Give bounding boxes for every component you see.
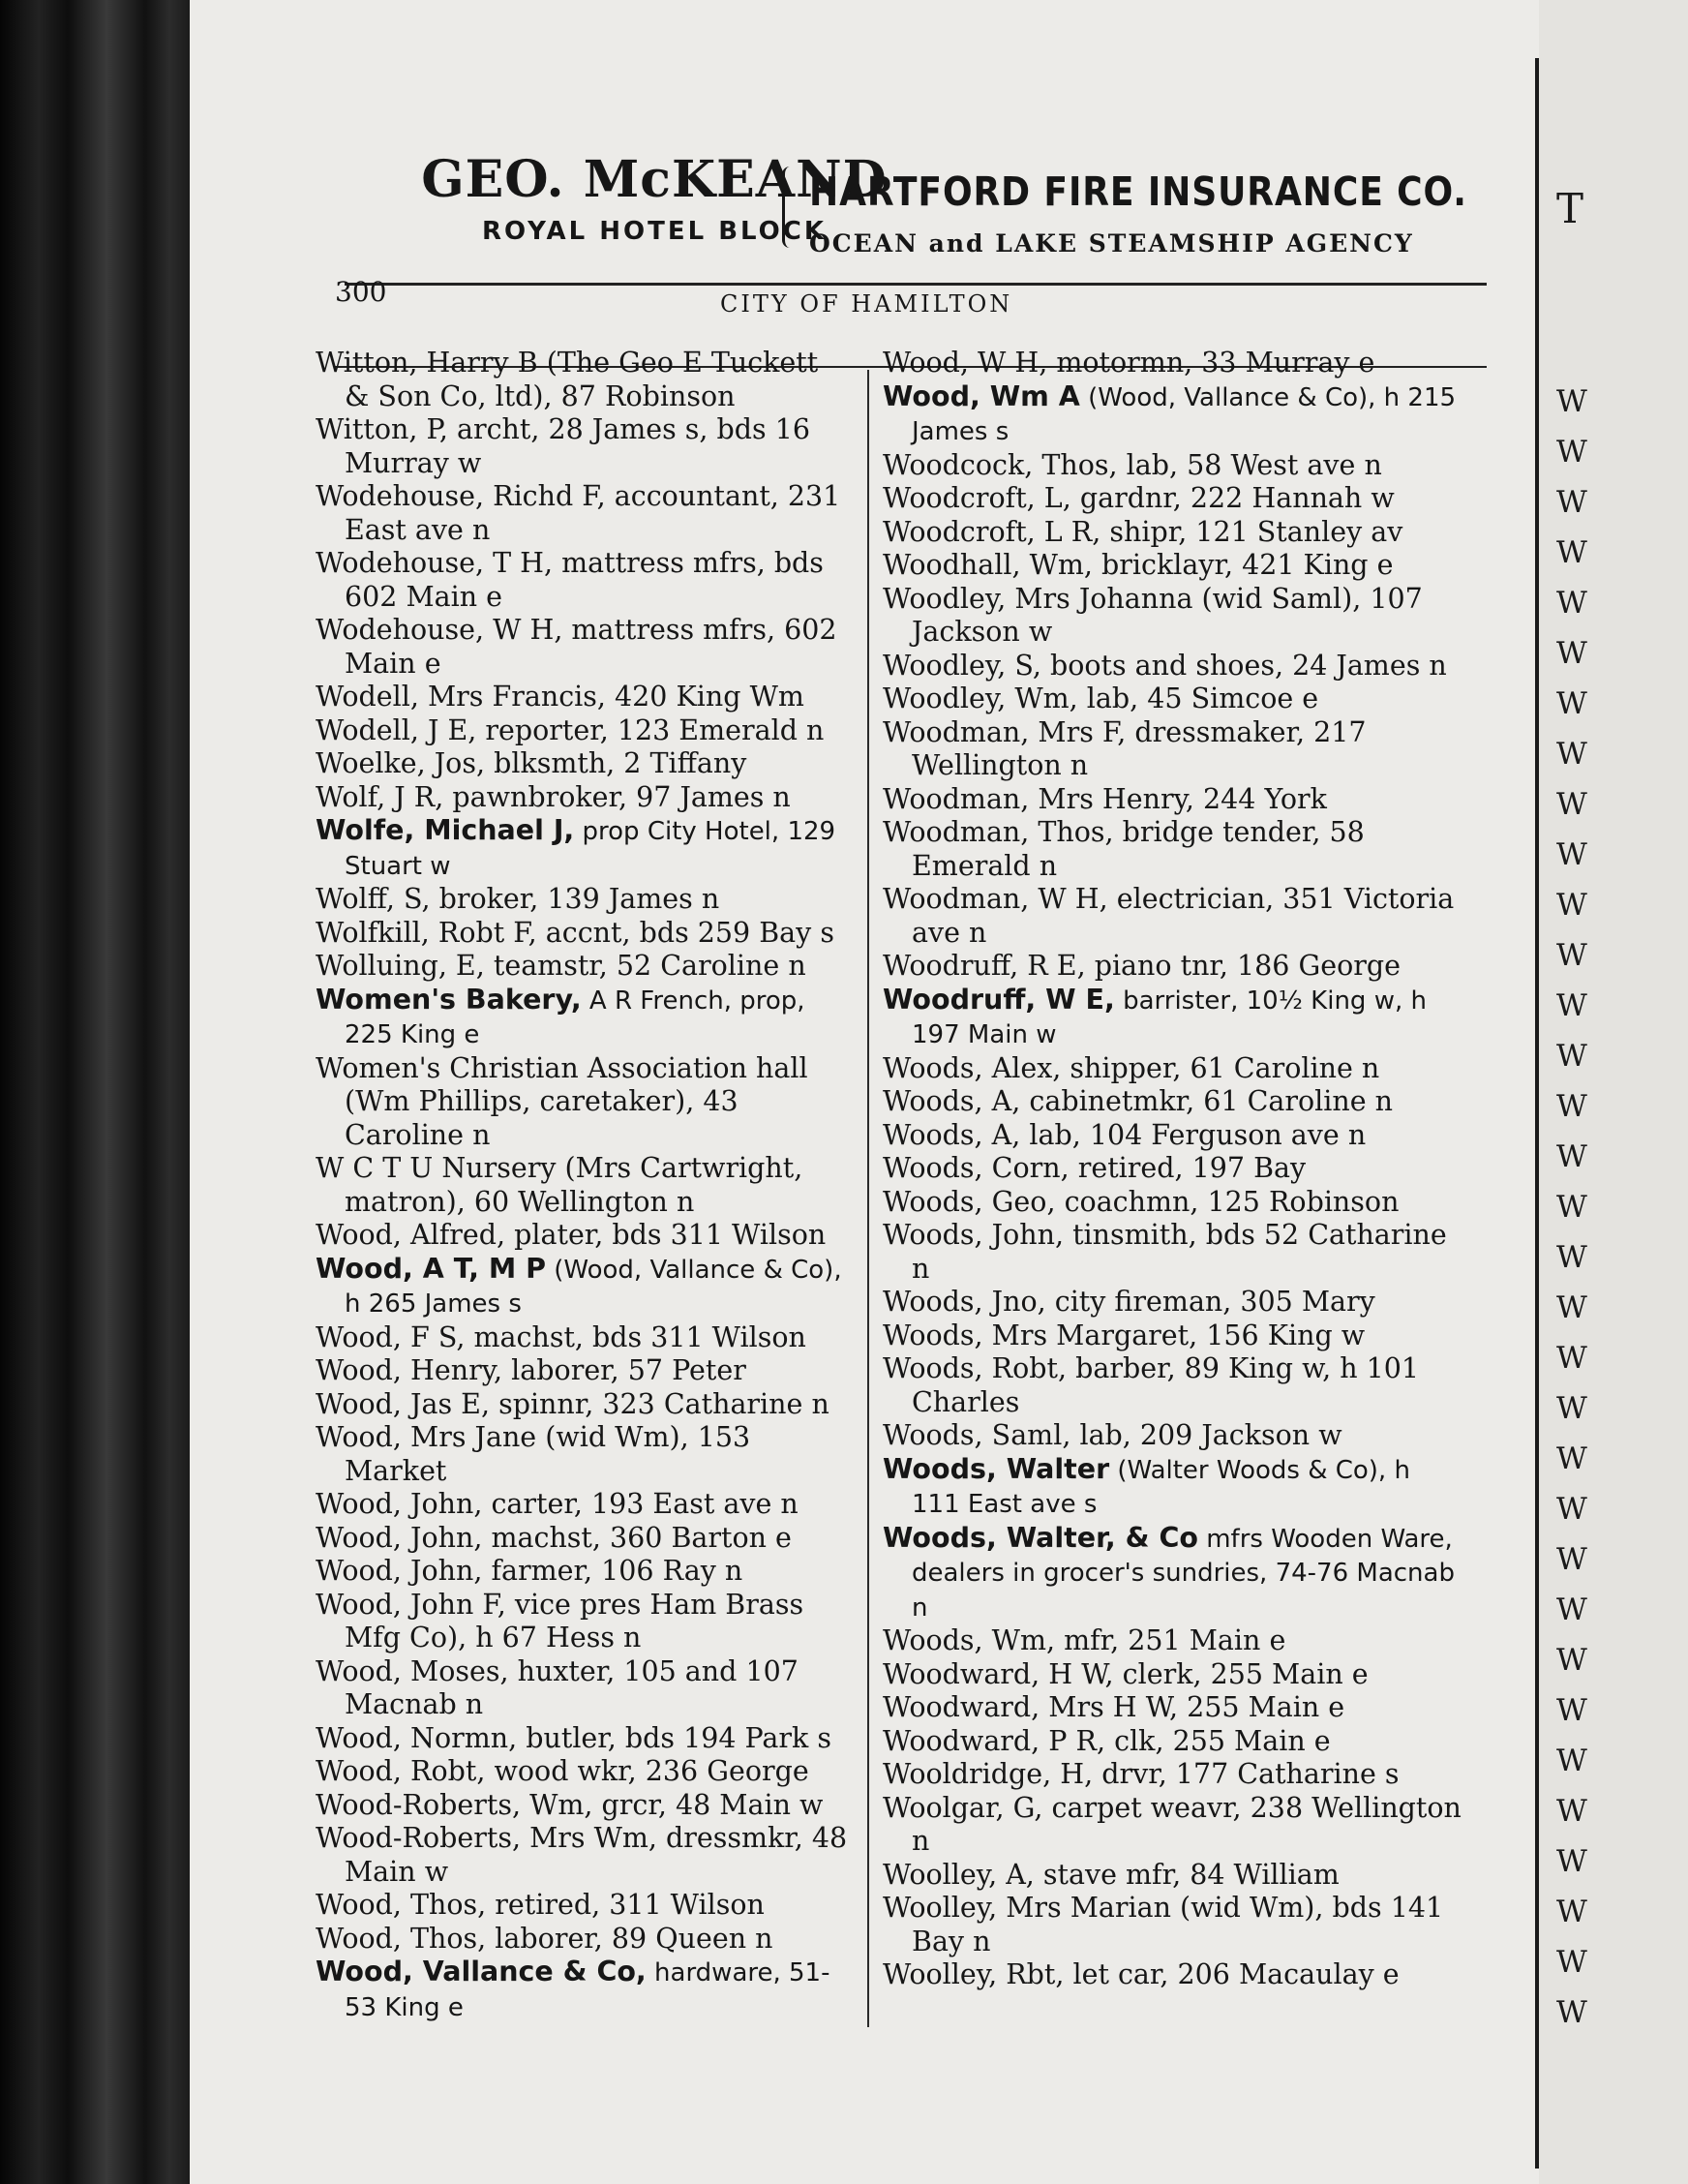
entry-name: Witton, P, (316, 413, 448, 445)
page-number: 300 (335, 276, 387, 308)
adjacent-page-letter: W (1556, 787, 1587, 822)
book-binding (0, 0, 194, 2184)
entry-details: (Wood, Vallance & Co), h 265 James s (345, 1255, 850, 1319)
adjacent-page-letter: W (1556, 636, 1587, 671)
entry-details: bridge tender, 58 Emerald n (912, 816, 1373, 882)
entry-details: barber, 89 King w, h 101 Charles (912, 1352, 1429, 1418)
entry-name: Woodley, Mrs Johanna (883, 582, 1193, 615)
entry-details: mfr, 251 Main e (1055, 1624, 1286, 1656)
directory-entry (316, 1522, 850, 1556)
entry-details: machst, 360 Barton e (482, 1521, 792, 1554)
entry-name: Woolgar, G, (883, 1791, 1043, 1824)
directory-entry (316, 917, 850, 951)
directory-entry (883, 1791, 1470, 1859)
directory-entry (316, 714, 850, 748)
entry-details: A R French, prop, 225 King e (345, 986, 813, 1049)
entry-name: Woolley, A, (883, 1858, 1035, 1891)
entry-details: accountant, 231 East ave n (345, 480, 850, 546)
entry-name: Woodward, H W, (883, 1657, 1114, 1690)
directory-entry (883, 482, 1463, 516)
entry-details: huxter, 105 and 107 Macnab n (345, 1654, 807, 1720)
directory-entry (316, 614, 850, 681)
directory-entry (883, 449, 1463, 483)
directory-entry (316, 1722, 850, 1756)
entry-name: Woods, Jno, (883, 1286, 1046, 1318)
entry-name: Wolluing, E, (316, 950, 485, 982)
directory-entry (883, 516, 1463, 550)
entry-name: Woodman, W H, (883, 883, 1108, 915)
adjacent-page-letter: W (1556, 1039, 1587, 1074)
entry-name: Wood, Normn, (316, 1721, 518, 1754)
entry-details: archt, 28 James s, bds 16 Murray w (345, 413, 820, 479)
entry-details: shipper, 61 Caroline n (1061, 1051, 1380, 1084)
directory-entry (316, 1789, 850, 1823)
entry-name: Woodman, Thos, (883, 816, 1114, 848)
entry-details: (The Geo E Tuckett & Son Co, ltd), 87 Robinson (345, 347, 828, 412)
advertiser-address: ROYAL HOTEL BLOCK (481, 217, 828, 246)
entry-name: Wood, Moses, (316, 1654, 509, 1687)
entry-name: Woods, Robt, (883, 1352, 1068, 1384)
directory-entry (883, 1320, 1463, 1353)
entry-details: coachmn, 125 Robinson (1055, 1185, 1400, 1218)
entry-details: (Walter Woods & Co), h 111 East ave s (912, 1455, 1419, 1519)
directory-entry (883, 682, 1463, 716)
entry-name: Woolley, Rbt, (883, 1958, 1065, 1990)
adjacent-page-letter: W (1556, 1693, 1587, 1728)
running-title: CITY OF HAMILTON (720, 290, 1013, 318)
adjacent-page-letter: W (1556, 1744, 1587, 1778)
directory-entry (316, 1253, 850, 1321)
entry-name: Woelke, Jos, (316, 747, 486, 779)
entry-name: Women's Christian Association (316, 1051, 747, 1084)
directory-entry (316, 1219, 850, 1253)
directory-entry (316, 1655, 850, 1722)
entry-name: Wood, Henry, (316, 1354, 503, 1386)
directory-entry (883, 783, 1463, 817)
entry-name: Woods, Walter, & Co (883, 1521, 1198, 1554)
adjacent-page-letter: W (1556, 1995, 1587, 2030)
entry-details: spinnr, 323 Catharine n (490, 1387, 829, 1420)
steamship-agency: OCEAN and LAKE STEAMSHIP AGENCY (809, 229, 1414, 258)
directory-entry (883, 1522, 1463, 1625)
entry-name: Wolf, J R, (316, 780, 444, 813)
entry-details: mattress mfrs, bds 602 Main e (345, 547, 832, 613)
entry-name: Wood, Mrs Jane (316, 1421, 537, 1453)
entry-name: Wood, Wm A (883, 379, 1080, 412)
directory-entry (316, 1488, 850, 1522)
entry-details: laborer, 89 Queen n (486, 1922, 773, 1955)
adjacent-page-letter: W (1556, 1441, 1587, 1476)
adjacent-page-letter: W (1556, 938, 1587, 973)
entry-name: Wood, Thos, (316, 1889, 487, 1921)
entry-details: vice pres Ham Brass Mfg Co), h 67 Hess n (345, 1588, 813, 1653)
directory-entry (883, 380, 1463, 449)
entry-details: clk, 255 Main e (1105, 1724, 1331, 1757)
adjacent-page-letter: W (1556, 1190, 1587, 1225)
directory-entry (883, 1658, 1463, 1692)
entry-name: Woodhall, Wm, (883, 549, 1093, 581)
entry-name: Woodcock, Thos, (883, 448, 1118, 481)
entry-name: Woodman, Mrs Henry, (883, 782, 1194, 815)
directory-entry (316, 984, 850, 1052)
entry-name: Wood, W H, (883, 347, 1048, 379)
directory-entry (316, 747, 850, 781)
entry-name: Wodell, J E, (316, 713, 477, 746)
entry-name: Woods, Walter (883, 1452, 1110, 1485)
entry-name: Wood, Robt, (316, 1755, 486, 1787)
entry-name: Wodehouse, T H, (316, 547, 554, 579)
entry-details: boots and shoes, 24 James n (1040, 649, 1447, 682)
entry-name: Wood-Roberts, Mrs Wm, (316, 1822, 657, 1854)
directory-entry (883, 1624, 1463, 1658)
entry-details: (Mrs Cartwright, matron), 60 Wellington n (345, 1152, 812, 1218)
directory-entry (883, 1219, 1463, 1286)
entry-details: reporter, 123 Emerald n (476, 713, 825, 746)
entry-details: lab, 104 Ferguson ave n (1020, 1118, 1367, 1151)
directory-entry (316, 1152, 850, 1219)
entry-details: lab, 209 Jackson w (1070, 1419, 1342, 1451)
directory-entry (883, 950, 1463, 984)
adjacent-page-letter: W (1556, 1542, 1587, 1577)
directory-entry (316, 1321, 850, 1355)
column-divider (867, 370, 869, 2027)
directory-entry (883, 816, 1463, 883)
directory-entry (316, 347, 850, 413)
adjacent-page-letter: W (1556, 1592, 1587, 1627)
entry-details: 156 King w (1197, 1319, 1366, 1351)
entry-name: Wolfkill, Robt F, (316, 916, 537, 949)
entry-name: Woods, Corn, (883, 1152, 1070, 1184)
entry-details: tinsmith, bds 52 Catharine n (912, 1219, 1456, 1285)
entry-name: Wood, John, (316, 1555, 483, 1587)
entry-details: city fireman, 305 Mary (1045, 1286, 1375, 1318)
advertiser-name: GEO. McKEAND (421, 150, 888, 209)
directory-entry (883, 583, 1463, 650)
entry-name: Wodehouse, Richd F, (316, 480, 606, 512)
adjacent-page-letter: W (1556, 1895, 1587, 1929)
entry-details: gardnr, 222 Hannah w (1070, 482, 1395, 514)
adjacent-page-letter: T (1556, 185, 1584, 232)
entry-details: grcr, 48 Main w (592, 1788, 824, 1821)
entry-details: (wid Wm), 153 Market (345, 1421, 760, 1487)
directory-entry (316, 950, 850, 984)
entry-details: retired, 311 Wilson (486, 1889, 765, 1921)
entry-name: Woods, Geo, (883, 1185, 1056, 1218)
entry-details: retired, 197 Bay (1069, 1152, 1307, 1184)
directory-entry (883, 1085, 1463, 1119)
directory-entry (883, 1958, 1463, 1992)
entry-details: mfrs Wooden Ware, dealers in grocer's sundries, 74-76 Macnab n (912, 1524, 1463, 1623)
adjacent-page-letter: W (1556, 1290, 1587, 1325)
adjacent-page-letter: W (1556, 1240, 1587, 1275)
directory-page (190, 0, 1539, 2184)
directory-entry (316, 883, 850, 917)
directory-entry (316, 1589, 850, 1655)
entry-name: Wood, John, (316, 1521, 483, 1554)
entry-name: Woods, A, (883, 1118, 1021, 1151)
directory-entry (883, 549, 1463, 583)
adjacent-page-edge (1539, 0, 1688, 2184)
entry-name: Wood, Vallance & Co, (316, 1956, 647, 1987)
entry-details: drvr, 177 Catharine s (1093, 1758, 1400, 1790)
entry-details: (Wood, Vallance & Co), h 215 James s (912, 382, 1464, 446)
advert-brace (782, 167, 802, 248)
directory-entry (883, 1892, 1463, 1958)
entry-name: Woodley, S, (883, 649, 1041, 682)
entry-name: Woods, John, (883, 1219, 1065, 1251)
directory-entry (883, 716, 1463, 783)
directory-entry (316, 781, 850, 815)
entry-details: pawnbroker, 97 James n (443, 780, 791, 813)
entry-name: Wood-Roberts, Wm, (316, 1788, 593, 1821)
directory-entry (316, 681, 850, 714)
insurance-block (809, 168, 1583, 258)
entry-details: (wid Saml), 107 Jackson w (912, 582, 1432, 648)
entry-details: lab, 45 Simcoe e (1077, 682, 1319, 714)
entry-details: blksmth, 2 Tiffany (485, 747, 747, 779)
entry-name: Woodley, Wm, (883, 682, 1078, 714)
entry-name: Wooldridge, H, (883, 1758, 1094, 1790)
entry-details: 420 King Wm (605, 681, 804, 713)
entry-details: butler, bds 194 Park s (517, 1721, 832, 1754)
adjacent-page-letter: W (1556, 1492, 1587, 1527)
entry-name: Woodcroft, L R, (883, 515, 1101, 548)
entry-details: barrister, 10½ King w, h 197 Main w (912, 986, 1435, 1049)
entry-name: Wood, John, (316, 1488, 483, 1520)
insurance-company: HARTFORD FIRE INSURANCE CO. (809, 168, 1467, 215)
entry-details: bricklayr, 421 King e (1093, 549, 1394, 581)
adjacent-page-letter: W (1556, 737, 1587, 772)
adjacent-page-letter: W (1556, 1089, 1587, 1124)
directory-entry (316, 1052, 850, 1153)
entry-name: Wood, Thos, (316, 1922, 487, 1955)
entry-name: Woods, Alex, (883, 1051, 1062, 1084)
entry-name: Woolley, Mrs Marian (883, 1892, 1171, 1924)
directory-entry (883, 1119, 1463, 1153)
directory-entry (883, 1352, 1463, 1419)
directory-entry (316, 413, 850, 480)
entry-name: Woodruff, R E, (883, 950, 1086, 982)
entry-details: clerk, 255 Main e (1113, 1657, 1369, 1690)
entry-details: piano tnr, 186 George (1085, 950, 1402, 982)
entry-details: motormn, 33 Murray e (1047, 347, 1375, 379)
entry-name: Women's Bakery, (316, 983, 582, 1016)
entry-details: accnt, bds 259 Bay s (536, 916, 834, 949)
directory-entry (316, 1421, 850, 1488)
entry-details: carter, 193 East ave n (482, 1488, 799, 1520)
entry-name: Woods, Wm, (883, 1624, 1056, 1656)
entry-details: lab, 58 West ave n (1117, 448, 1382, 481)
entry-name: Wood, Alfred, (316, 1219, 506, 1251)
entry-name: Woods, Saml, (883, 1419, 1071, 1451)
directory-entry (883, 1419, 1463, 1453)
entry-details: 244 York (1193, 782, 1327, 815)
right-column (883, 347, 1470, 1992)
entry-name: Wodehouse, W H, (316, 614, 563, 646)
entry-name: Wood, F S, (316, 1320, 466, 1353)
entry-details: hardware, 51-53 King e (345, 1958, 830, 2022)
left-column (316, 347, 857, 2024)
entry-name: Wolfe, Michael J, (316, 814, 575, 846)
directory-entry (883, 984, 1463, 1052)
adjacent-page-letter: W (1556, 435, 1587, 470)
directory-entry (316, 1354, 850, 1388)
directory-entry (883, 347, 1463, 380)
entry-name: Woodward, Mrs H W, (883, 1691, 1179, 1723)
directory-entry (316, 547, 850, 614)
entry-details: plater, bds 311 Wilson (505, 1219, 827, 1251)
adjacent-page-letter: W (1556, 586, 1587, 621)
adjacent-page-letter: W (1556, 1945, 1587, 1980)
directory-entry (883, 650, 1463, 683)
directory-entry (883, 1152, 1463, 1186)
entry-name: Woodman, Mrs F, (883, 715, 1127, 748)
entry-details: stave mfr, 84 William (1034, 1858, 1340, 1891)
entry-name: Woods, Mrs Margaret, (883, 1319, 1198, 1351)
directory-entry (316, 1923, 850, 1956)
directory-entry (883, 1186, 1463, 1220)
entry-name: Wood, A T, M P (316, 1252, 547, 1285)
advert-rule (345, 283, 1487, 286)
entry-name: Witton, Harry B (316, 347, 538, 379)
adjacent-page-letter: W (1556, 535, 1587, 570)
entry-name: Wodell, Mrs Francis, (316, 681, 606, 713)
entry-name: Wood, John F, (316, 1588, 506, 1621)
adjacent-page-letter: W (1556, 686, 1587, 721)
adjacent-page-letter: W (1556, 1139, 1587, 1174)
entry-details: teamstr, 52 Caroline n (484, 950, 806, 982)
directory-entry (883, 1758, 1463, 1792)
directory-entry (316, 480, 850, 547)
directory-entry (316, 1755, 850, 1789)
entry-name: Woodcroft, L, (883, 482, 1071, 514)
entry-details: electrician, 351 Victoria ave n (912, 883, 1463, 949)
adjacent-page-letter: W (1556, 1391, 1587, 1426)
directory-entry (883, 1286, 1463, 1320)
entry-details: machst, bds 311 Wilson (465, 1320, 806, 1353)
entry-details: carpet weavr, 238 Wellington n (912, 1791, 1470, 1857)
entry-details: prop City Hotel, 129 Stuart w (345, 817, 844, 881)
adjacent-page-letter: W (1556, 485, 1587, 520)
entry-details: dressmaker, 217 Wellington n (912, 715, 1375, 781)
directory-entry (316, 814, 850, 883)
directory-entry (883, 1453, 1463, 1522)
entry-details: hall (Wm Phillips, caretaker), 43 Caroline n (345, 1051, 817, 1151)
adjacent-page-letter: W (1556, 1794, 1587, 1829)
adjacent-page-letter: W (1556, 988, 1587, 1023)
entry-details: cabinetmkr, 61 Caroline n (1020, 1085, 1394, 1117)
directory-entry (883, 1725, 1463, 1759)
directory-entry (883, 1859, 1463, 1893)
entry-name: Wolff, S, (316, 883, 431, 915)
adjacent-page-letter: W (1556, 1643, 1587, 1678)
adjacent-page-letter: W (1556, 1341, 1587, 1376)
adjacent-page-letter: W (1556, 837, 1587, 872)
entry-name: Woodward, P R, (883, 1724, 1106, 1757)
entry-details: 255 Main e (1178, 1691, 1345, 1723)
entry-name: W C T U Nursery (316, 1152, 557, 1184)
entry-name: Woodruff, W E, (883, 983, 1115, 1016)
entry-details: wood wkr, 236 George (485, 1755, 809, 1787)
entry-details: broker, 139 James n (430, 883, 720, 915)
directory-entry (316, 1388, 850, 1422)
directory-entry (883, 1052, 1463, 1086)
directory-entry (316, 1822, 857, 1889)
directory-entry (316, 1956, 850, 2024)
directory-entry (316, 1889, 850, 1923)
directory-entry (883, 883, 1463, 950)
entry-details: (wid Wm), bds 141 Bay n (912, 1892, 1453, 1957)
adjacent-page-letter: W (1556, 1844, 1587, 1879)
entry-details: mattress mfrs, 602 Main e (345, 614, 846, 680)
entry-details: farmer, 106 Ray n (482, 1555, 743, 1587)
entry-details: shipr, 121 Stanley av (1100, 515, 1403, 548)
entry-name: Woods, A, (883, 1085, 1021, 1117)
entry-details: let car, 206 Macaulay e (1064, 1958, 1400, 1990)
entry-details: dressmkr, 48 Main w (345, 1822, 857, 1888)
adjacent-page-letter: W (1556, 384, 1587, 419)
directory-entry (316, 1555, 850, 1589)
entry-name: Wood, Jas E, (316, 1387, 491, 1420)
adjacent-page-letter: W (1556, 888, 1587, 923)
directory-entry (883, 1691, 1463, 1725)
entry-details: laborer, 57 Peter (502, 1354, 746, 1386)
